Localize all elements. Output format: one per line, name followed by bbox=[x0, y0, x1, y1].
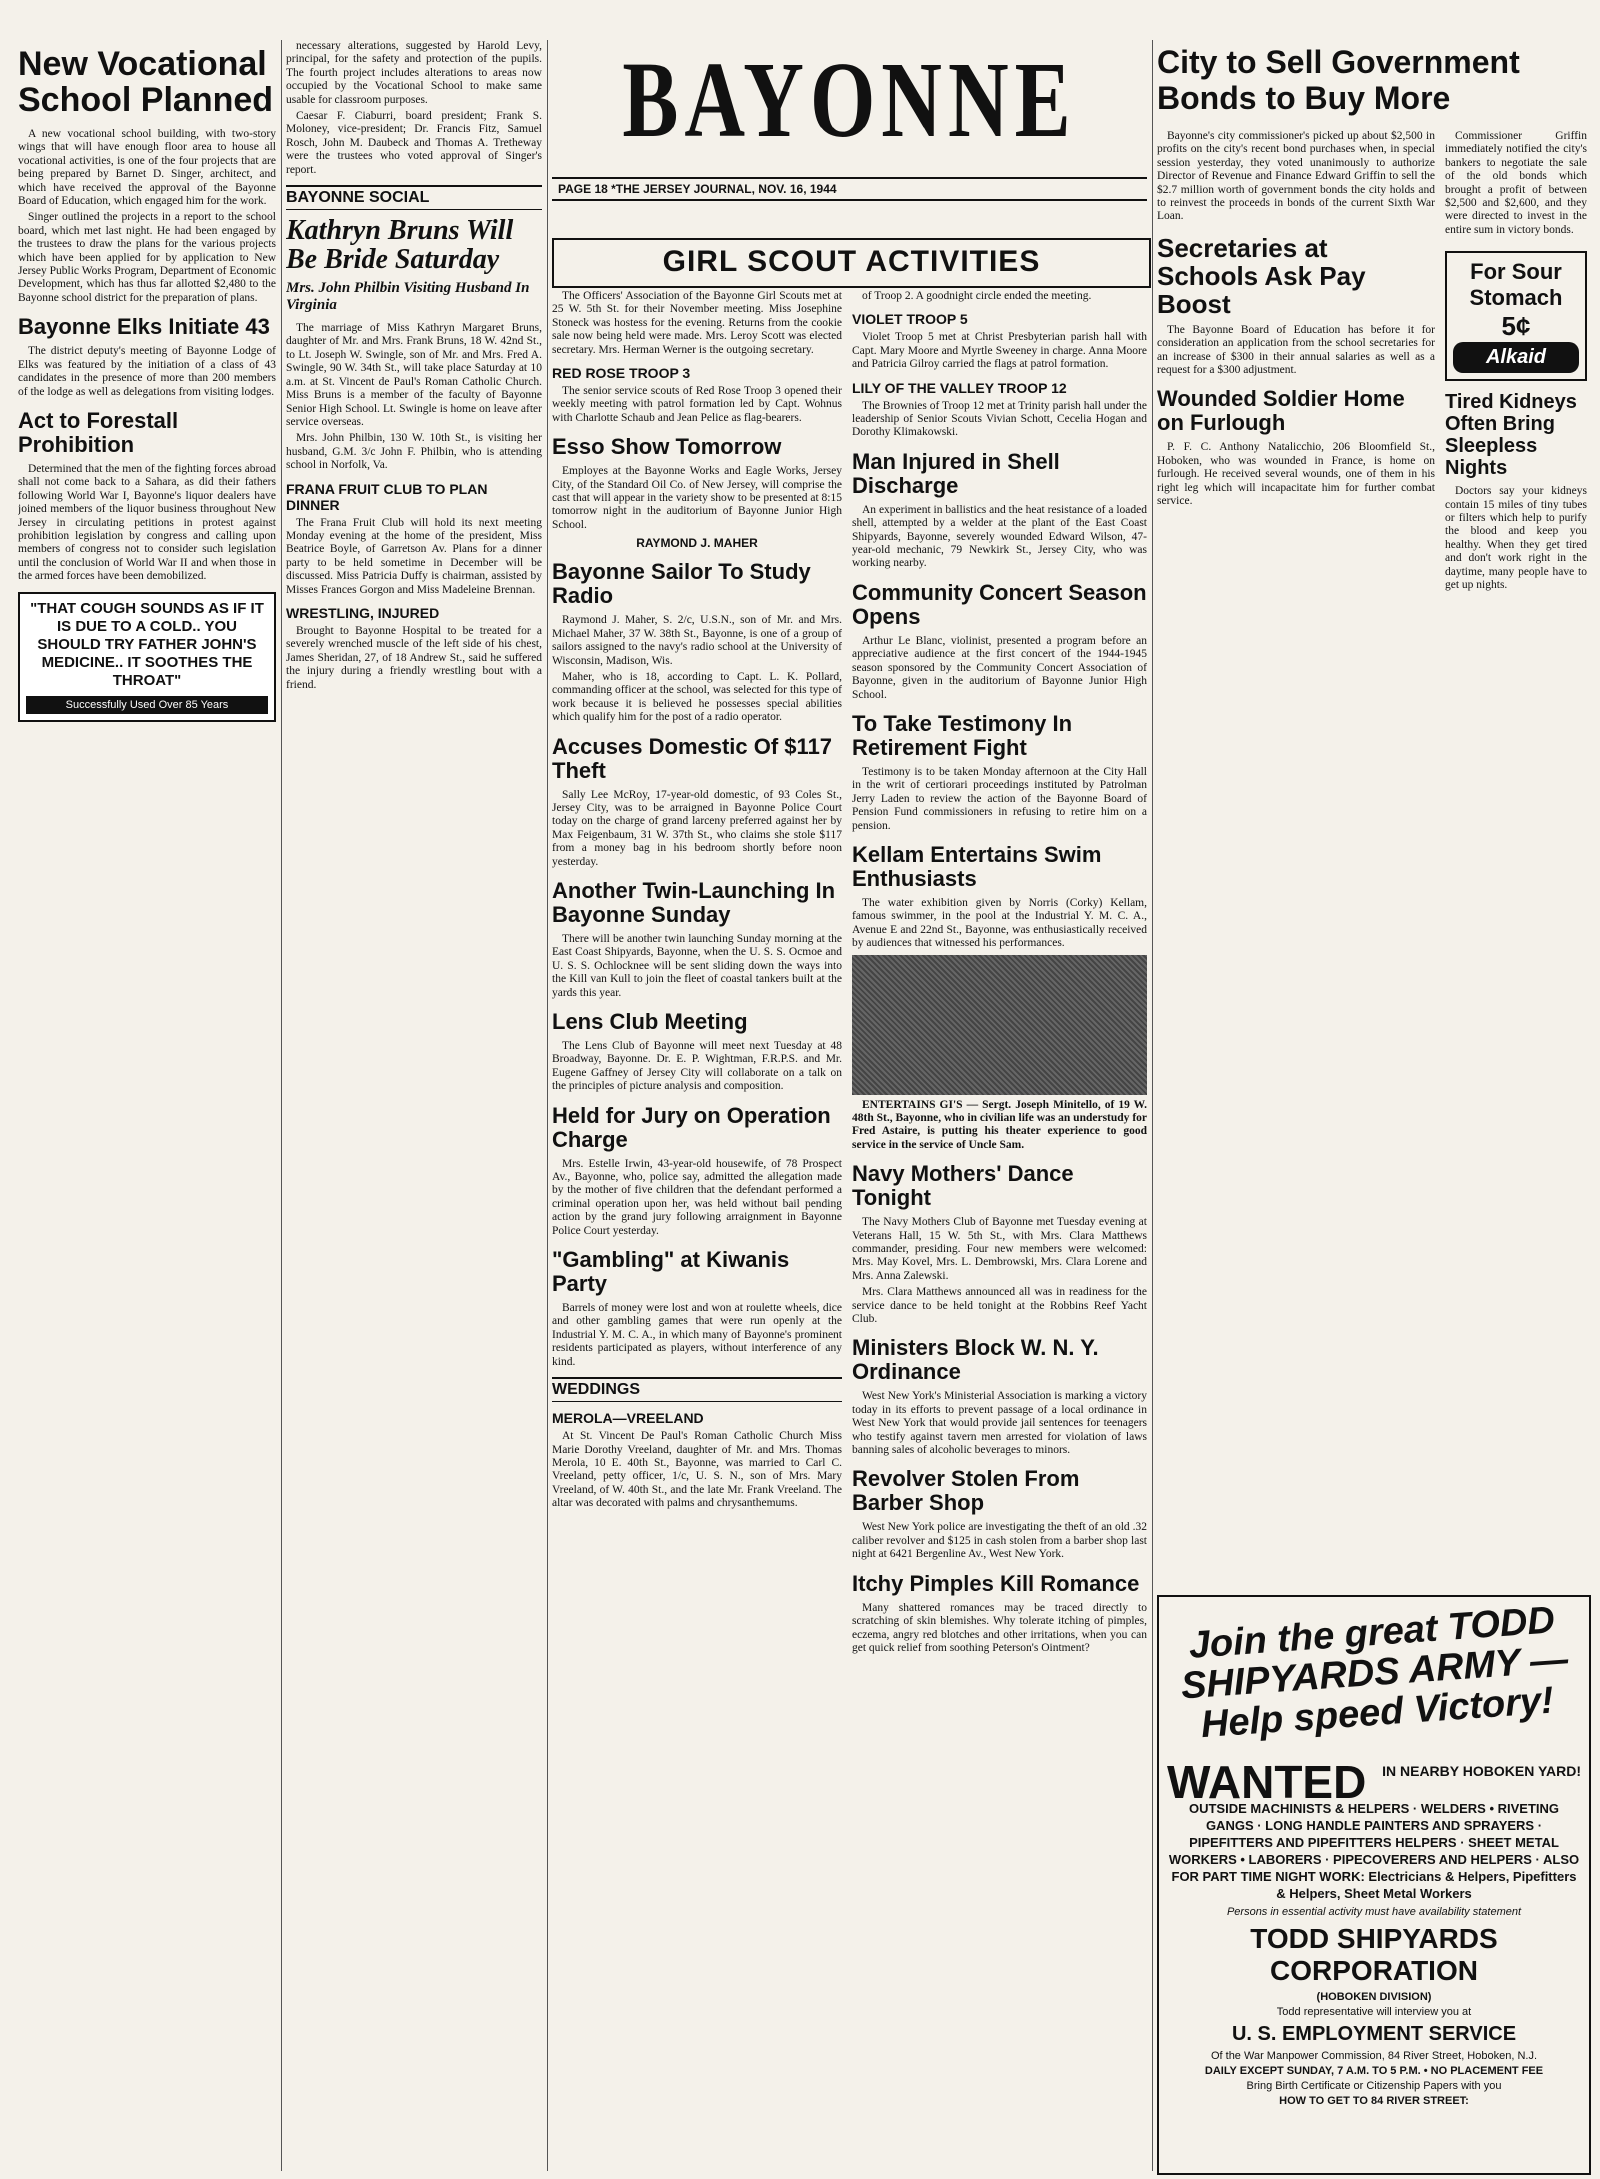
headline-lily: LILY OF THE VALLEY TROOP 12 bbox=[852, 379, 1067, 396]
todd-wanted: WANTED bbox=[1167, 1756, 1367, 1808]
headline-navy-mothers: Navy Mothers' Dance Tonight bbox=[852, 1161, 1074, 1211]
todd-how: HOW TO GET TO 84 RIVER STREET: bbox=[1279, 2095, 1469, 2107]
article-paragraph: necessary alterations, suggested by Harold Levy, principal, for the safety and protection of the pupils. The fourth project includes alterations to areas now occupied by the Vocational School to make same usable for classroom purposes. bbox=[286, 40, 542, 106]
column-2 bbox=[286, 40, 542, 2171]
article-paragraph: Singer outlined the projects in a report to the school board, which met last night. He had been engaged by the trustees to draw the plans for the various projects which have been applied for by application to New Jersey Public Works Program, Department of Economic Development, which has thus far allotted $2,480 to the Bayonne school district for the preparation of plans. bbox=[18, 211, 276, 304]
todd-jobs-list: OUTSIDE MACHINISTS & HELPERS · WELDERS • RIVETING GANGS · LONG HANDLE PAINTERS AND SPRAYERS · PIPEFITTERS AND PIPEFITTERS HELPERS · SHEET METAL WORKERS • LABORERS · PIPECOVERERS AND HELPERS · ALSO FOR PART TIME NIGHT WORK: Electricians & Helpers, Pipefitters & Helpers, Sheet Metal Workers bbox=[1168, 1801, 1580, 1901]
headline-testimony: To Take Testimony In Retirement Fight bbox=[852, 710, 1073, 760]
todd-banner: Join the great TODD SHIPYARDS ARMY —Help speed Victory! bbox=[1179, 1599, 1570, 1747]
headline-city-bonds: City to Sell Government Bonds to Buy More bbox=[1157, 44, 1520, 116]
article-paragraph: Testimony is to be taken Monday afternoon at the City Hall in the writ of certiorari proceedings instituted by Patrolman Jerry Laden to review the action of the Bayonne Board of Pension Fund commissioners in refusing to retire him on a pension. bbox=[852, 765, 1147, 832]
column-rule bbox=[547, 40, 548, 2171]
article-paragraph: Doctors say your kidneys contain 15 miles of tiny tubes or filters which help to purify the blood and keep you healthy. When they get tired and don't work right in the daytime, many people have to get up nights. bbox=[1445, 485, 1587, 592]
headline-esso: Esso Show Tomorrow bbox=[552, 434, 782, 460]
article-paragraph: The district deputy's meeting of Bayonne Lodge of Elks was featured by the initiation of a class of 43 candidates in the presence of more than 200 members of the lodge as well as delegations from visiting lodges. bbox=[18, 345, 276, 398]
headline-man-injured: Man Injured in Shell Discharge bbox=[852, 448, 1060, 498]
headline-red-rose: RED ROSE TROOP 3 bbox=[552, 365, 691, 382]
article-paragraph: West New York's Ministerial Association is marking a victory today in its efforts to prevent passage of a local ordinance in West New York that would provide jail sentences for teenagers who testify against tavern men arrested for violation of laws banning sales of alcoholic beverages to minors. bbox=[852, 1390, 1147, 1457]
article-paragraph: Mrs. John Philbin, 130 W. 10th St., is visiting her husband, G.M. 3/c John F. Philbin, who is attending school in Norfolk, Va. bbox=[286, 432, 542, 472]
column-1 bbox=[18, 40, 276, 2171]
ad-text: "THAT COUGH SOUNDS AS IF IT IS DUE TO A COLD.. YOU SHOULD TRY FATHER JOHN'S MEDICINE.. IT SOOTHES THE THROAT" bbox=[30, 599, 264, 689]
masthead-dateline: PAGE 18 *THE JERSEY JOURNAL, NOV. 16, 1944 bbox=[552, 177, 1147, 201]
headline-kellam: Kellam Entertains Swim Enthusiasts bbox=[852, 841, 1102, 891]
article-paragraph: of Troop 2. A goodnight circle ended the meeting. bbox=[862, 290, 1092, 302]
column-6 bbox=[1445, 130, 1587, 1585]
headline-merola: MEROLA—VREELAND bbox=[552, 1410, 704, 1427]
article-paragraph: There will be another twin launching Sunday morning at the East Coast Shipyards, Bayonne, when the U. S. S. Ocmoe and U. S. S. Ochlocknee will be sent sliding down the ways into the Kill van Kull to join the fleet of coastal tankers built at the yards this year. bbox=[552, 932, 842, 999]
headline-sailor: Bayonne Sailor To Study Radio bbox=[552, 559, 811, 609]
todd-corp: TODD SHIPYARDS CORPORATION bbox=[1250, 1923, 1498, 1986]
column-rule bbox=[281, 40, 282, 2171]
headline-prohibition: Act to Forestall Prohibition bbox=[18, 407, 179, 457]
article-paragraph: The water exhibition given by Norris (Corky) Kellam, famous swimmer, in the pool at the Industrial Y. M. C. A., Avenue E and 22nd St., Bayonne, was enthusiastically received by audiences that witnessed his performances. bbox=[852, 896, 1147, 950]
article-paragraph: Determined that the men of the fighting forces abroad shall not come back to a Sahara, as did their fathers following World War I, Bayonne's liquor dealers have joined members of the liquor business throughout New Jersey in circulating petitions in protest against prohibition legislation by congress and calling upon members of congress not to consider such legislation until the conclusion of World War II and when those in the armed forces have been demobilized. bbox=[18, 462, 276, 583]
todd-note: Persons in essential activity must have availability statement bbox=[1226, 1906, 1522, 1918]
minitello-caption: ENTERTAINS GI'S — Sergt. Joseph Minitello, of 19 W. 48th St., Bayonne, who in civilian life was an understudy for Fred Astaire, is putting his theater experience to good service in the service of Uncle Sam. bbox=[852, 1098, 1147, 1151]
alkaid-brand: Alkaid bbox=[1453, 342, 1579, 373]
article-paragraph: Commissioner Griffin immediately notified the city's bankers to negotiate the sale of the old bonds which brought a profit of between $2,500 and $2,600, and they were directed to invest in the entire sum in victory bonds. bbox=[1445, 130, 1587, 236]
article-paragraph: Many shattered romances may be traced directly to scratching of skin blemishes. Why tolerate itching of pimples, eczema, angry red blotches and other irritations, when you can get quick relief from soothing Peterson's Ointment? bbox=[852, 1601, 1147, 1654]
article-paragraph: Arthur Le Blanc, violinist, presented a program before an appreciative audience at the first concert of the 1944-1945 season sponsored by the Community Concert Association of Bayonne, given in the auditorium of Bayonne Junior High School. bbox=[852, 634, 1147, 701]
headline-gambling: "Gambling" at Kiwanis Party bbox=[552, 1247, 790, 1297]
column-rule bbox=[1152, 40, 1153, 2171]
alkaid-headline: For Sour Stomach bbox=[1469, 259, 1563, 311]
article-paragraph: Bayonne's city commissioner's picked up about $2,500 in profits on the city's recent bond purchases when, in special session yesterday, they voted unanimously to authorize Director of Revenue and Finance Edward Griffin to sell the $2.7 million worth of government bonds the city holds and to reinvest the proceeds in bonds of the current Sixth War Loan. bbox=[1157, 130, 1435, 223]
headline-revolver: Revolver Stolen From Barber Shop bbox=[852, 1466, 1080, 1516]
article-paragraph: P. F. C. Anthony Natalicchio, 206 Bloomfield St., Hoboken, who was wounded in France, is home on furlough. He received several wounds, one of them in his right leg which will incapacitate him for further combat service. bbox=[1157, 441, 1435, 508]
article-paragraph: Brought to Bayonne Hospital to be treated for a severely wrenched muscle of the left side of his chest, James Sheridan, 27, of 18 Andrew St., said he suffered the injury during a friendly wrestling bout with a friend. bbox=[286, 624, 542, 691]
article-paragraph: The senior service scouts of Red Rose Troop 3 opened their weekly meeting with patrol formation led by Capt. Wohnus with Charlotte Schaub and Jean Pelice as flag-bearers. bbox=[552, 385, 842, 424]
article-paragraph: Employes at the Bayonne Works and Eagle Works, Jersey City, of the Standard Oil Co. of New Jersey, will comprise the cast that will appear in the variety show to be presented at 8:15 tomorrow night in the auditorium of Bayonne Junior High School. bbox=[552, 465, 842, 531]
city-bonds-block bbox=[1157, 40, 1587, 126]
headline-violet: VIOLET TROOP 5 bbox=[852, 311, 968, 328]
article-paragraph: The Lens Club of Bayonne will meet next Tuesday at 48 Broadway, Bayonne. Dr. E. P. Wightman, F.R.P.S. and Mr. Eugene Gaffney of Jersey City will collaborate on a talk on the principles of picture analysis and composition. bbox=[552, 1040, 842, 1093]
todd-shipyards-ad bbox=[1157, 1595, 1591, 2175]
article-paragraph: A new vocational school building, with two-story wings that will have enough floor area to house all vocational activities, is one of the four projects that are being prepared by Barnet D. Singer, architect, and which have received the approval of the Bayonne Board of Education, which engaged him for the work. bbox=[18, 128, 276, 208]
alkaid-price: 5¢ bbox=[1501, 311, 1531, 342]
article-paragraph: Raymond J. Maher, S. 2/c, U.S.N., son of Mr. and Mrs. Michael Maher, 37 W. 38th St., Bayonne, is one of a group of sailors assigned to the navy's radio school at the University of Wisconsin, Madison, Wis. bbox=[552, 614, 842, 667]
headline-secretaries: Secretaries at Schools Ask Pay Boost bbox=[1157, 232, 1366, 319]
article-paragraph: An experiment in ballistics and the heat resistance of a loaded shell, attempted by a welder at the plant of the East Coast Shipyards, Bayonne, severely wounded Edward Wilson, 47-year-old mechanic, 79 Newkirk St., Jersey City, who was working nearby. bbox=[852, 503, 1147, 570]
headline-elks: Bayonne Elks Initiate 43 bbox=[18, 314, 270, 340]
headline-wounded: Wounded Soldier Home on Furlough bbox=[1157, 386, 1405, 436]
todd-bring: Bring Birth Certificate or Citizenship Papers with you bbox=[1246, 2080, 1502, 2092]
article-paragraph: The Navy Mothers Club of Bayonne met Tuesday evening at Veterans Hall, 15 W. 5th St., with Mrs. Clara Matthews commander, presiding. Four new members were welcomed: Mrs. May Kovel, Mrs. L. Dembrowski, Mrs. Clara Lorene and Mrs. Anna Zalewski. bbox=[852, 1216, 1147, 1282]
headline-concert: Community Concert Season Opens bbox=[852, 579, 1147, 629]
column-4 bbox=[852, 290, 1147, 2171]
ad-footer: Successfully Used Over 85 Years bbox=[26, 696, 268, 714]
todd-division: (HOBOKEN DIVISION) bbox=[1316, 1991, 1432, 2003]
todd-address: Of the War Manpower Commission, 84 River Street, Hoboken, N.J. bbox=[1210, 2050, 1538, 2062]
headline-frana: FRANA FRUIT CLUB TO PLAN DINNER bbox=[286, 480, 488, 513]
article-paragraph: The marriage of Miss Kathryn Margaret Bruns, daughter of Mr. and Mrs. Frank Bruns, 18 W. 42nd St., to Lt. Joseph W. Swingle, son of Mr. and Mrs. Fred A. Swingle, 90 W. 34th St., will take place Saturday at 10 a.m. at St. Vincent de Paul's Roman Catholic Church. Miss Bruns is a member of the faculty of Bayonne Senior High School. Lt. Swingle is home on leave after service overseas. bbox=[286, 322, 542, 428]
column-5 bbox=[1157, 130, 1435, 1585]
article-paragraph: Barrels of money were lost and won at roulette wheels, dice and other gambling games that were run openly at the Industrial Y. M. C. A., in which many of Bayonne's prominent residents participated as players, without interference of any kind. bbox=[552, 1302, 842, 1368]
article-paragraph: Mrs. Clara Matthews announced all was in readiness for the service dance to be held tonight at the Robbins Reef Yacht Club. bbox=[852, 1286, 1147, 1326]
article-paragraph: Sally Lee McRoy, 17-year-old domestic, of 93 Coles St., Jersey City, was to be arraigned in Bayonne Police Court today on the charge of grand larceny preferred against her by Max Feigenbaum, 31 W. 37th St., who claims she stole $117 from a money bag in his bedroom shortly before noon yesterday. bbox=[552, 788, 842, 868]
article-paragraph: The Bayonne Board of Education has before it for consideration an application from the school secretaries for an increase of $300 in their annual salaries as well as a request for a $300 adjustment. bbox=[1157, 323, 1435, 377]
article-paragraph: Maher, who is 18, according to Capt. L. K. Pollard, commanding officer at the school, was selected for this type of work because it is believed he possesses special abilities which qualify him for the post of a radio operator. bbox=[552, 670, 842, 724]
headline-itchy: Itchy Pimples Kill Romance bbox=[852, 1570, 1140, 1596]
todd-service: U. S. EMPLOYMENT SERVICE bbox=[1231, 2023, 1517, 2045]
father-johns-ad bbox=[18, 592, 276, 722]
headline-lens-club: Lens Club Meeting bbox=[552, 1009, 748, 1034]
article-paragraph: Caesar F. Ciaburri, board president; Frank S. Moloney, vice-president; Dr. Francis Fitz, Samuel Rosch, John M. Daubeck and Thomas A. Tretheway were the trustees who voted approval of Singer's report. bbox=[286, 110, 542, 176]
headline-kidneys: Tired Kidneys Often Bring Sleepless Nights bbox=[1445, 391, 1577, 480]
headline-girl-scout: GIRL SCOUT ACTIVITIES bbox=[552, 238, 1151, 288]
column-3 bbox=[552, 290, 842, 2171]
article-paragraph: The Brownies of Troop 12 met at Trinity parish hall under the leadership of Senior Scouts Vivian Schott, Cecelia Hogan and Dorothy Klimakowski. bbox=[852, 399, 1147, 439]
headline-held-for-jury: Held for Jury on Operation Charge bbox=[552, 1102, 831, 1152]
section-label-weddings: WEDDINGS bbox=[552, 1377, 842, 1402]
maher-caption: RAYMOND J. MAHER bbox=[636, 536, 758, 551]
article-paragraph: The Frana Fruit Club will hold its next meeting Monday evening at the home of the president, Miss Beatrice Boyle, of Garretson Av. Plans for a dinner party to be held sometime in December will be discussed. Miss Patricia Duffy is chairman, assisted by Misses Frances Gorgon and Miss Madeleine Brennan. bbox=[286, 516, 542, 596]
headline-ministers: Ministers Block W. N. Y. Ordinance bbox=[852, 1335, 1099, 1385]
article-paragraph: Mrs. Estelle Irwin, 43-year-old housewife, of 78 Prospect Av., Bayonne, who, police say, admitted the allegation made by the mother of five children that the defendant performed a criminal operation upon her, was held without bail pending action by the grand jury following arraignment in Bayonne Police Court yesterday. bbox=[552, 1157, 842, 1237]
todd-hours: DAILY EXCEPT SUNDAY, 7 A.M. TO 5 P.M. • NO PLACEMENT FEE bbox=[1204, 2065, 1544, 2077]
article-paragraph: Violet Troop 5 met at Christ Presbyterian parish hall with Capt. Mary Moore and Myrtle Sweeney in charge. Anna Moore and Patricia Gilroy carried the flags at patrol formation. bbox=[852, 331, 1147, 371]
article-paragraph: The Officers' Association of the Bayonne Girl Scouts met at 25 W. 5th St. for their November meeting. Miss Josephine Stoneck was hostess for the evening. Returns from the cookie sale now being held were made. Mrs. Leroy Scott was elected secretary. Mrs. Herman Werner is the outgoing secretary. bbox=[552, 290, 842, 356]
headline-vocational-school: New Vocational School Planned bbox=[18, 45, 274, 119]
todd-nearby: IN NEARBY HOBOKEN YARD! bbox=[1382, 1763, 1581, 1779]
headline-twin-launching: Another Twin-Launching In Bayonne Sunday bbox=[552, 877, 836, 927]
minitello-photo bbox=[852, 955, 1147, 1095]
masthead bbox=[552, 40, 1147, 235]
section-label-social: BAYONNE SOCIAL bbox=[286, 185, 542, 210]
headline-bruns-bride: Kathryn Bruns Will Be Bride Saturday bbox=[286, 215, 514, 276]
masthead-title: BAYONNE bbox=[622, 40, 1077, 161]
headline-wrestling: WRESTLING, INJURED bbox=[286, 604, 440, 621]
headline-accuses: Accuses Domestic Of $117 Theft bbox=[552, 733, 833, 783]
subhead-philbin: Mrs. John Philbin Visiting Husband In Virginia bbox=[286, 280, 530, 314]
alkaid-ad bbox=[1445, 251, 1587, 381]
article-paragraph: West New York police are investigating the theft of an old .32 caliber revolver and $125 in cash stolen from a barber shop last night at 6421 Bergenline Av., West New York. bbox=[852, 1521, 1147, 1561]
article-paragraph: At St. Vincent De Paul's Roman Catholic Church Miss Marie Dorothy Vreeland, daughter of Mr. and Mrs. Thomas Merola, 10 E. 40th St., Bayonne, was married to Carl C. Vreeland, petty officer, 1/c, U. S. N., son of Mrs. Mary Vreeland, of W. 40th St., and the late Mr. Frank Vreeland. The altar was decorated with palms and chrysanthemums. bbox=[552, 1430, 842, 1510]
todd-rep: Todd representative will interview you at bbox=[1276, 2006, 1472, 2018]
